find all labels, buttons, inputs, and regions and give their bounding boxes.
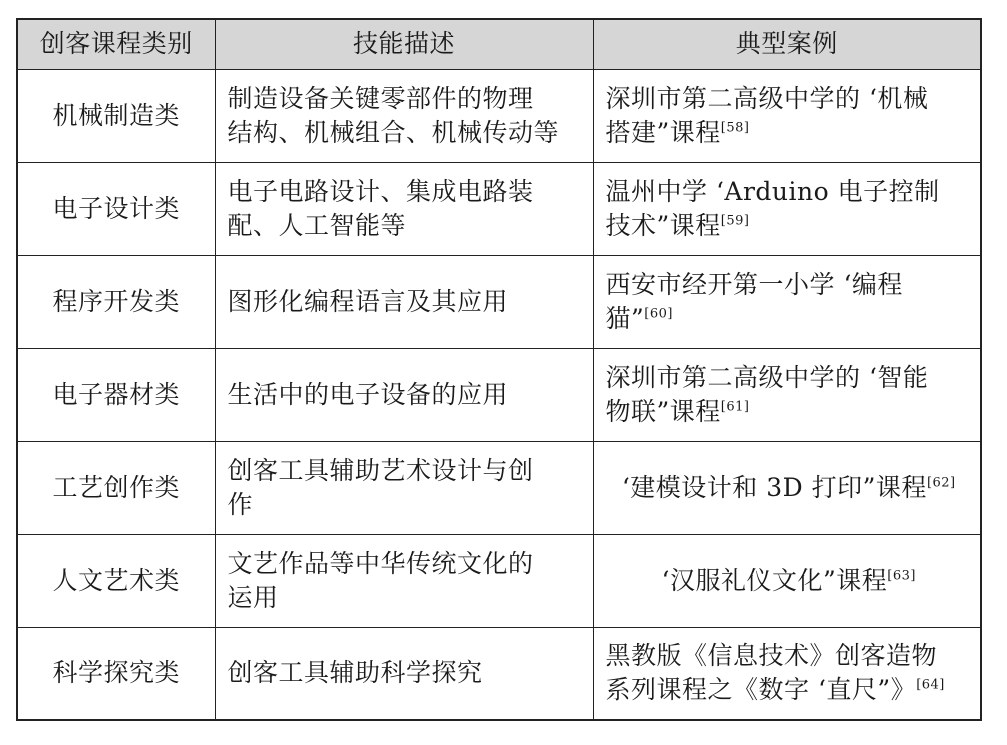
header-skill: 技能描述: [215, 19, 593, 69]
case-cell: [593, 441, 981, 534]
case-cell: [593, 534, 981, 627]
citation-ref: [60]: [644, 306, 673, 322]
category-cell: 机械制造类: [17, 69, 215, 162]
case-cell: [593, 348, 981, 441]
table-row: [17, 348, 981, 441]
skill-text-line: 文艺作品等中华传统文化的: [227, 548, 534, 578]
case-text: 深圳市第二高级中学的 ‘机械: [605, 83, 929, 113]
table-row: [17, 534, 981, 627]
maker-course-table: [16, 18, 982, 721]
skill-text-line: 生活中的电子设备的应用: [227, 379, 509, 409]
case-text-line: [606, 175, 973, 209]
table-row: [17, 441, 981, 534]
case-text: 温州中学 ‘Arduino 电子控制: [605, 176, 940, 206]
table-container: [16, 18, 982, 721]
skill-text-line: 结构、机械组合、机械传动等: [227, 117, 560, 147]
category-cell: 科学探究类: [17, 627, 215, 720]
case-cell: [593, 162, 981, 255]
case-cell: [593, 627, 981, 720]
category-cell: 工艺创作类: [17, 441, 215, 534]
case-text: ‘汉服礼仪文化”课程: [661, 565, 888, 595]
case-text-line: [606, 639, 973, 673]
case-text-line: [606, 395, 973, 429]
skill-text-line: 创客工具辅助科学探究: [227, 658, 483, 688]
citation-ref: [62]: [926, 475, 956, 491]
table-row: [17, 69, 981, 162]
case-text-line: [606, 116, 973, 150]
case-text: 西安市经开第一小学 ‘编程: [605, 269, 903, 299]
table-row: [17, 162, 981, 255]
case-text-line: [606, 82, 973, 116]
case-text: 深圳市第二高级中学的 ‘智能: [605, 362, 929, 392]
skill-text-line: 配、人工智能等: [227, 210, 407, 240]
category-cell: 电子器材类: [17, 348, 215, 441]
skill-text-line: 电子电路设计、集成电路装: [227, 176, 534, 206]
header-case: 典型案例: [593, 19, 981, 69]
table-header-row: [17, 19, 981, 69]
case-text: ‘建模设计和 3D 打印”课程: [621, 472, 927, 502]
citation-ref: [58]: [720, 120, 750, 136]
skill-text-line: 图形化编程语言及其应用: [227, 286, 509, 316]
case-text: 黑教版《信息技术》创客造物: [605, 641, 938, 671]
case-text-line: [606, 209, 973, 243]
case-text-line: [606, 471, 973, 505]
citation-ref: [59]: [720, 213, 750, 229]
skill-cell: [215, 348, 593, 441]
skill-cell: [215, 255, 593, 348]
skill-cell: [215, 534, 593, 627]
case-text: 系列课程之《数字 ‘直尺”》: [605, 675, 917, 705]
case-text-line: [606, 673, 973, 707]
case-text: 猫”: [605, 303, 645, 333]
table-row: [17, 627, 981, 720]
skill-cell: [215, 162, 593, 255]
header-category: 创客课程类别: [17, 19, 215, 69]
skill-text-line: 运用: [227, 582, 279, 612]
skill-cell: [215, 627, 593, 720]
case-text: 物联”课程: [605, 396, 721, 426]
citation-ref: [64]: [916, 677, 945, 693]
skill-text-line: 制造设备关键零部件的物理: [227, 83, 534, 113]
case-text-line: [606, 564, 973, 598]
case-text-line: [606, 302, 973, 336]
case-cell: [593, 255, 981, 348]
skill-text-line: 作: [227, 489, 254, 519]
case-cell: [593, 69, 981, 162]
case-text-line: [606, 361, 973, 395]
category-cell: 人文艺术类: [17, 534, 215, 627]
category-cell: 电子设计类: [17, 162, 215, 255]
citation-ref: [63]: [887, 568, 916, 584]
case-text: 技术”课程: [605, 210, 721, 240]
skill-cell: [215, 441, 593, 534]
skill-text-line: 创客工具辅助艺术设计与创: [227, 455, 534, 485]
case-text-line: [606, 268, 973, 302]
table-row: [17, 255, 981, 348]
skill-cell: [215, 69, 593, 162]
citation-ref: [61]: [720, 399, 750, 415]
case-text: 搭建”课程: [605, 117, 721, 147]
category-cell: 程序开发类: [17, 255, 215, 348]
